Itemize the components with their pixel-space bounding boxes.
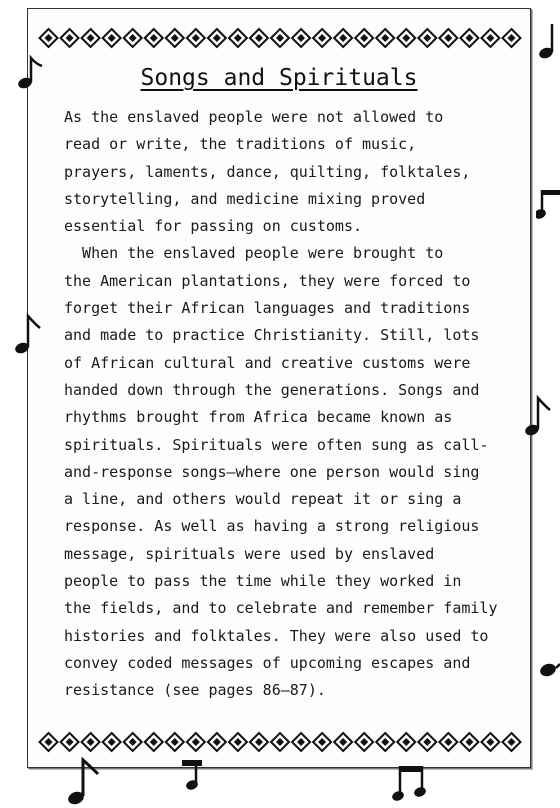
music-note-icon (12, 312, 42, 356)
diamond-fill (507, 738, 515, 746)
text-line: forget their African languages and traditions (64, 299, 471, 318)
music-note-icon (16, 52, 44, 92)
music-note-icon (536, 654, 560, 688)
music-note-icon (176, 756, 206, 792)
body-text (64, 104, 534, 705)
text-line: storytelling, and medicine mixing proved (64, 189, 426, 208)
text-line: convey coded messages of upcoming escapes and (64, 653, 471, 672)
music-note-icon (536, 186, 560, 222)
diamond-fill (87, 738, 95, 746)
decorative-diamond-border-bottom (38, 731, 520, 753)
diamond-fill (87, 34, 95, 42)
text-line: a line, and others would repeat it or sing a (64, 490, 462, 509)
diamond-fill (360, 738, 368, 746)
text-line: As the enslaved people were not allowed to (64, 108, 444, 126)
diamond-fill (150, 34, 158, 42)
text-line: histories and folktales. They were also used to (64, 626, 489, 645)
diamond-fill (66, 738, 74, 746)
diamond-fill (108, 738, 116, 746)
diamond-fill (297, 738, 305, 746)
text-line: message, spirituals were used by enslaved (64, 544, 435, 563)
diamond-fill (45, 738, 53, 746)
text-line: When the enslaved people were brought to (64, 244, 444, 263)
page-card (27, 8, 531, 768)
diamond-fill (192, 34, 200, 42)
diamond-fill (171, 34, 179, 42)
diamond-fill (213, 34, 221, 42)
diamond-fill (45, 34, 53, 42)
text-line: the fields, and to celebrate and remember family (64, 599, 498, 618)
music-note-icon (536, 20, 560, 60)
diamond-fill (381, 34, 389, 42)
diamond-fill (234, 34, 242, 42)
diamond-fill (360, 34, 368, 42)
diamond-fill (276, 738, 284, 746)
text-line: spirituals. Spirituals were often sung as call- (64, 435, 489, 454)
diamond-fill (276, 34, 284, 42)
text-line: of African cultural and creative customs were (64, 353, 471, 372)
text-line: read or write, the traditions of music, (64, 135, 417, 154)
text-line: rhythms brought from Africa became known as (64, 408, 453, 427)
diamond-fill (171, 738, 179, 746)
text-line: essential for passing on customs. (64, 217, 363, 236)
diamond-fill (444, 34, 452, 42)
text-line: and-response songs—where one person would sing (64, 462, 480, 481)
music-note-icon (392, 760, 428, 808)
diamond-fill (402, 34, 410, 42)
diamond-fill (444, 738, 452, 746)
page-title: Songs and Spirituals (140, 65, 418, 91)
diamond-fill (255, 34, 263, 42)
music-note-icon (64, 754, 104, 808)
diamond-fill (339, 34, 347, 42)
music-note-icon (522, 394, 552, 438)
text-line: and made to practice Christianity. Still, lots (64, 326, 480, 345)
diamond-fill (339, 738, 347, 746)
text-line: handed down through the generations. Songs and (64, 380, 480, 399)
text-line: prayers, laments, dance, quilting, folktales, (64, 162, 471, 181)
text-line: resistance (see pages 86–87). (64, 681, 326, 700)
diamond-fill (402, 738, 410, 746)
diamond-fill (318, 738, 326, 746)
text-line: people to pass the time while they worked in (64, 572, 462, 591)
diamond-fill (507, 34, 515, 42)
diamond-fill (108, 34, 116, 42)
diamond-fill (318, 34, 326, 42)
decorative-diamond-border-top (38, 27, 520, 49)
diamond-fill (129, 738, 137, 746)
diamond-fill (255, 738, 263, 746)
diamond-fill (486, 738, 494, 746)
text-line: response. As well as having a strong religious (64, 517, 480, 536)
diamond-fill (423, 738, 431, 746)
text-line: the American plantations, they were forced to (64, 271, 471, 290)
diamond-fill (465, 34, 473, 42)
diamond-fill (297, 34, 305, 42)
diamond-fill (213, 738, 221, 746)
diamond-fill (150, 738, 158, 746)
diamond-fill (465, 738, 473, 746)
diamond-fill (66, 34, 74, 42)
diamond-fill (234, 738, 242, 746)
diamond-fill (192, 738, 200, 746)
diamond-fill (486, 34, 494, 42)
diamond-fill (381, 738, 389, 746)
diamond-fill (129, 34, 137, 42)
diamond-fill (423, 34, 431, 42)
